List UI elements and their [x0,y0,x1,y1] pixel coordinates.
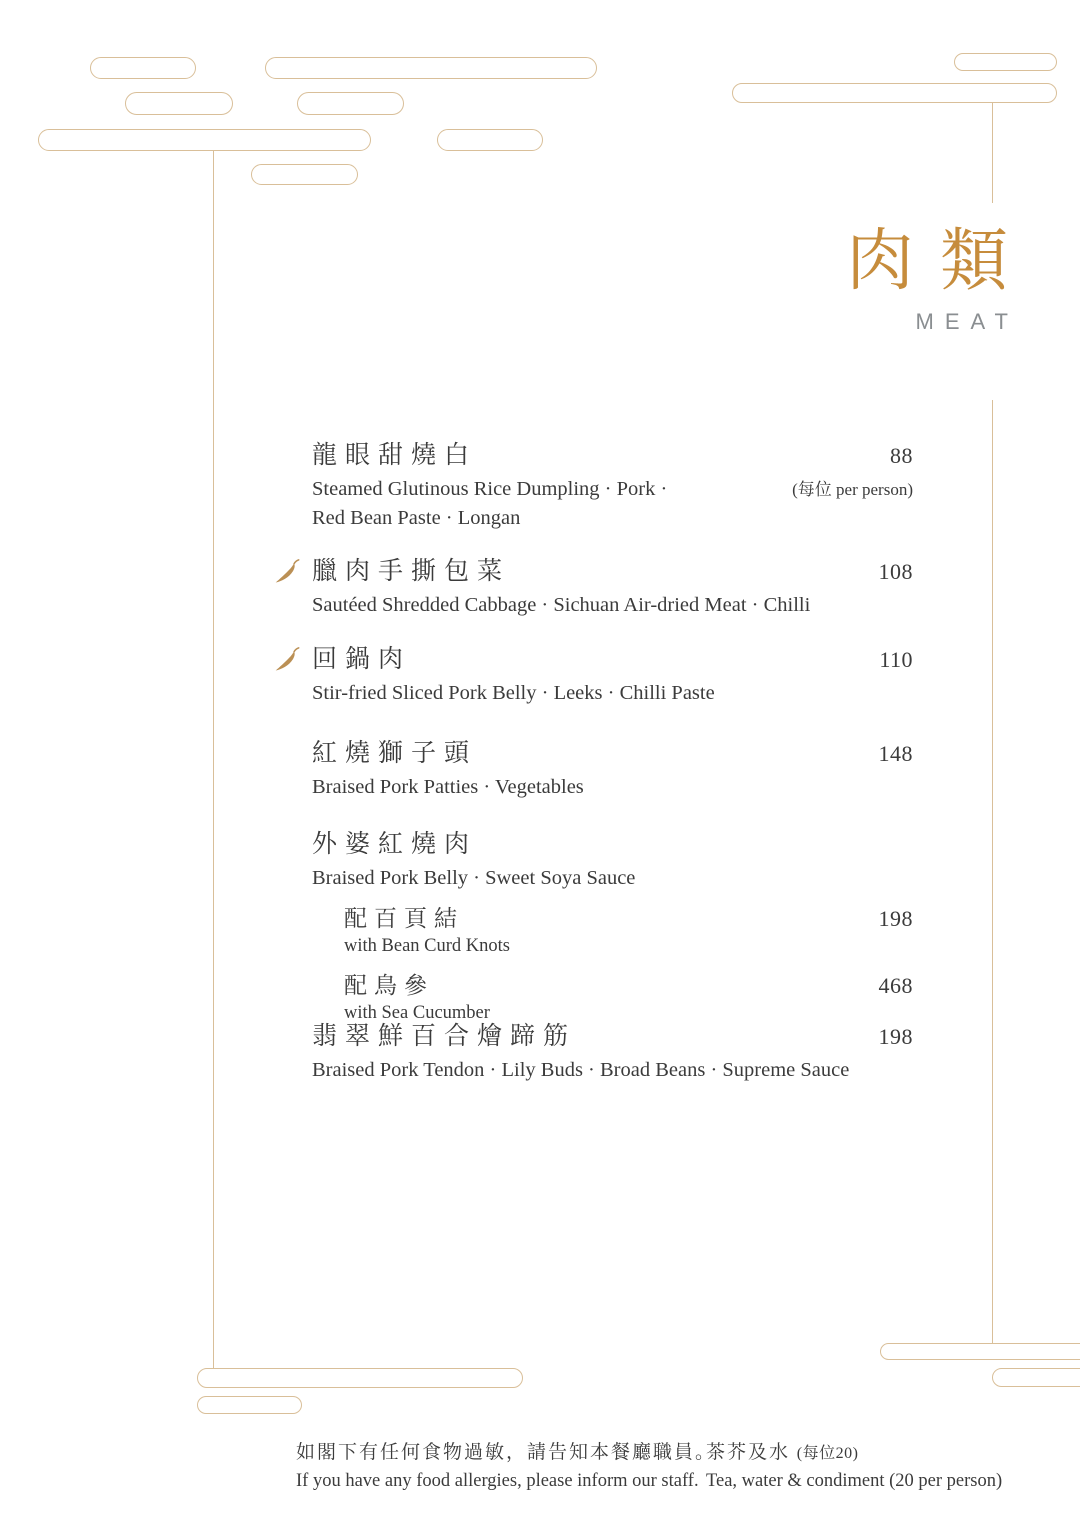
menu-item [312,441,913,530]
sub-option-desc-en: with Sea Cucumber [344,1002,490,1023]
menu-item [312,645,913,706]
item-desc-en: Sautéed Shredded Cabbage · Sichuan Air-dried Meat · Chilli [312,594,811,616]
item-name-zh: 翡翠鮮百合燴蹄筋 [312,1023,577,1050]
cloud-pill [297,92,404,115]
section-title-zh [845,223,1008,299]
sub-option-name-zh: 配百頁結 [344,905,464,931]
item-desc-en: Braised Pork Patties · Vegetables [312,776,584,798]
item-price-note: (每位 per person) [792,480,913,499]
chilli-pepper-icon [274,558,301,585]
item-name-zh: 外婆紅燒肉 [312,831,478,858]
item-desc-en: Stir-fried Sliced Pork Belly · Leeks · Chilli Paste [312,682,715,704]
item-name-zh: 紅燒獅子頭 [312,740,478,767]
right-vertical-line-bottom [992,400,993,1343]
tea-water-notice [706,1437,1002,1492]
menu-item [312,830,913,1024]
cloud-pill [265,57,597,79]
cloud-pill [992,1368,1080,1387]
cloud-pill [197,1368,523,1388]
menu-item [312,739,913,800]
section-title [845,223,1019,335]
left-vertical-line [213,151,214,1368]
cloud-pill [954,53,1057,71]
cloud-pill [38,129,371,151]
item-desc-en: Steamed Glutinous Rice Dumpling · Pork · [312,478,668,500]
tea-water-zh-text: 茶芥及水 [706,1442,791,1463]
sub-option-desc-en: with Bean Curd Knots [344,935,510,956]
right-vertical-line-top [992,103,993,203]
menu-item [312,557,913,618]
sub-option-price: 198 [878,905,913,931]
tea-water-zh-note: (每位20) [796,1445,859,1462]
item-price: 108 [878,559,913,584]
allergy-notice [296,1437,716,1492]
cloud-pill [90,57,196,79]
allergy-notice-en: If you have any food allergies, please inform our staff. [296,1471,699,1491]
item-desc-en: Braised Pork Tendon · Lily Buds · Broad Beans · Supreme Sauce [312,1059,850,1081]
tea-water-notice-en: Tea, water & condiment (20 per person) [706,1471,1003,1491]
item-price: 148 [878,741,913,766]
item-price: 110 [879,647,913,672]
item-price: 88 [890,443,913,468]
allergy-notice-zh: 如閣下有任何食物過敏，請告知本餐廳職員。 [296,1442,717,1463]
cloud-pill [251,164,358,185]
item-desc-en: Braised Pork Belly · Sweet Soya Sauce [312,867,636,889]
sub-option-price: 468 [878,972,913,998]
menu-item [312,1022,913,1083]
sub-option [344,900,913,957]
item-sub-options [344,900,913,1025]
cloud-pill [732,83,1057,103]
title-char-2: 類 [939,223,1008,299]
sub-option [344,967,913,1024]
cloud-pill [437,129,543,151]
cloud-pill [125,92,233,115]
tea-water-notice-zh [706,1437,1002,1464]
cloud-pill [197,1396,302,1414]
item-name-zh: 回鍋肉 [312,646,412,673]
chilli-pepper-icon [274,646,301,673]
sub-option-name-zh: 配鳥參 [344,972,434,998]
item-name-zh: 臘肉手撕包菜 [312,558,511,585]
cloud-pill [880,1343,1080,1360]
item-name-zh: 龍眼甜燒白 [312,442,478,469]
item-price: 198 [878,1024,913,1049]
section-title-en: MEAT [915,309,1019,335]
item-desc-en: Red Bean Paste · Longan [312,506,521,529]
title-char-1: 肉 [845,223,914,299]
